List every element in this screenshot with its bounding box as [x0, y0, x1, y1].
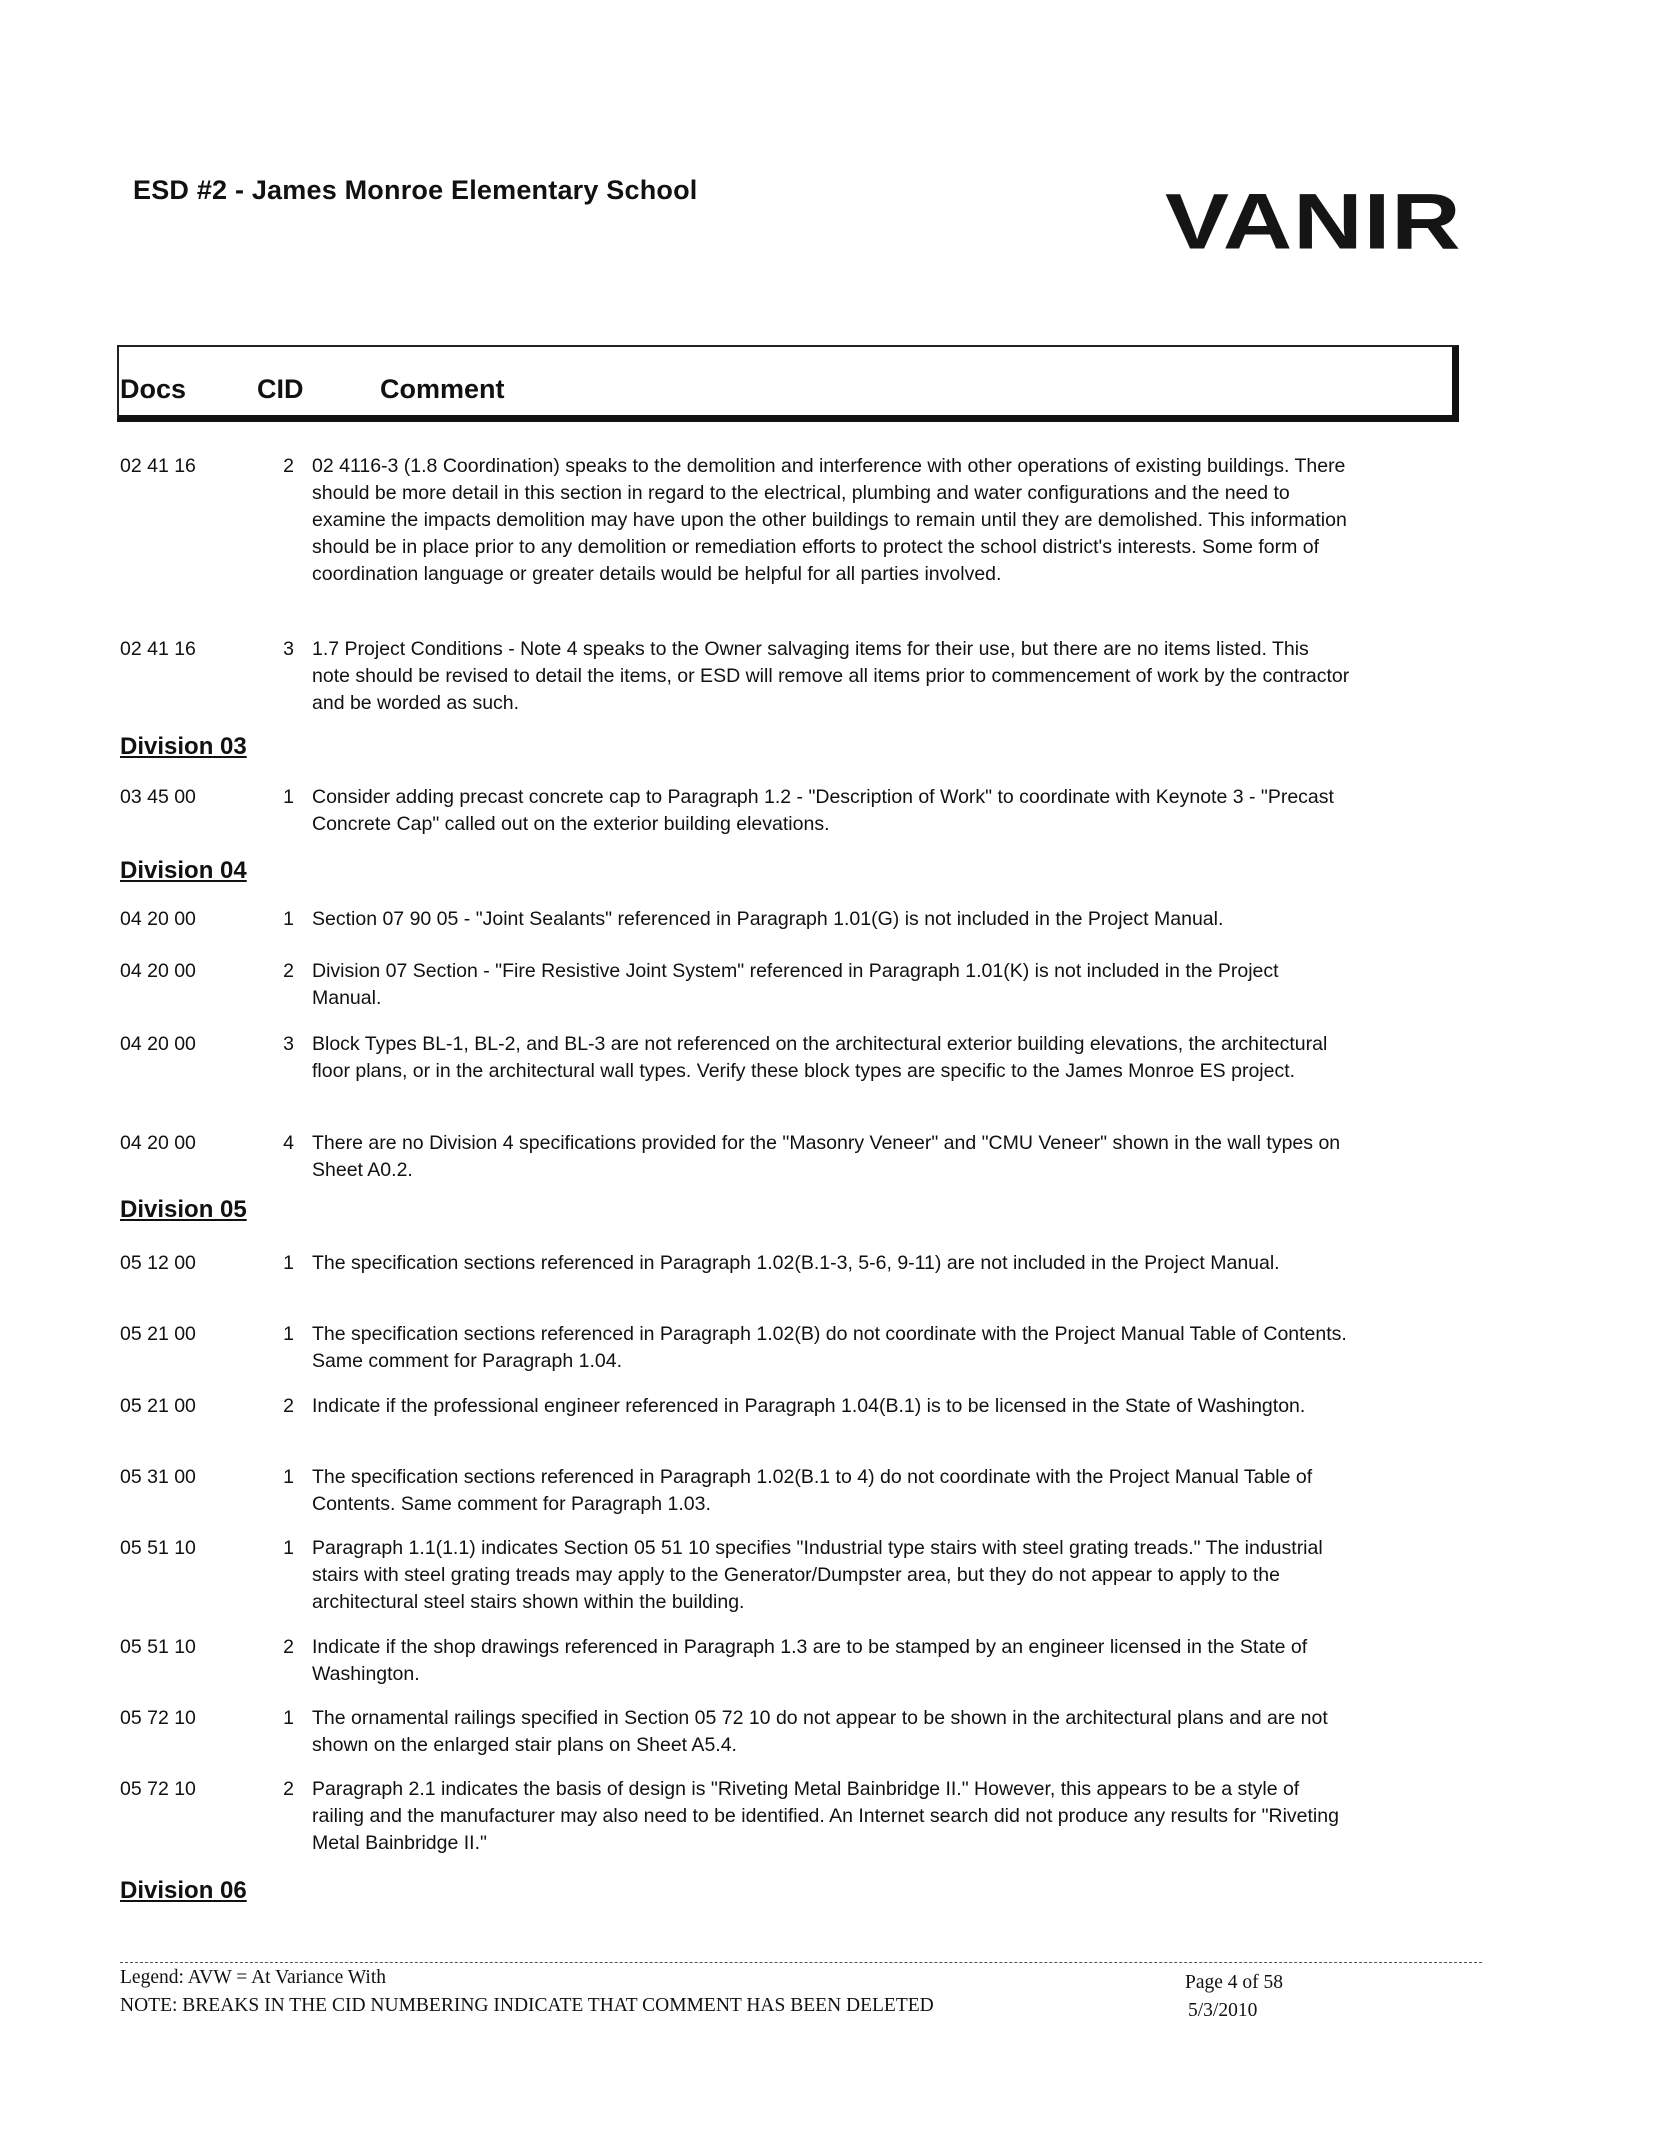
cid-number: 4 [283, 1132, 294, 1154]
doc-number: 03 45 00 [120, 786, 196, 808]
doc-number: 02 41 16 [120, 638, 196, 660]
comment-text: The specification sections referenced in Paragraph 1.02(B) do not coordinate with the Project Manual Table of Contents. Same comment for Paragraph 1.04. [312, 1323, 1347, 1372]
comment-text: Indicate if the professional engineer referenced in Paragraph 1.04(B.1) is to be licensed in the State of Washington. [312, 1395, 1306, 1417]
doc-number: 04 20 00 [120, 1033, 196, 1055]
doc-number: 05 72 10 [120, 1778, 196, 1800]
doc-number: 02 41 16 [120, 455, 196, 477]
column-header-docs: Docs [120, 374, 187, 404]
doc-number: 05 31 00 [120, 1466, 196, 1488]
footer-note: NOTE: BREAKS IN THE CID NUMBERING INDICATE THAT COMMENT HAS BEEN DELETED [120, 1995, 934, 2016]
comment-text: There are no Division 4 specifications provided for the "Masonry Veneer" and "CMU Veneer" shown in the wall types on Sheet A0.2. [312, 1132, 1341, 1181]
cid-number: 1 [283, 1537, 294, 1559]
comment-text: Division 07 Section - "Fire Resistive Joint System" referenced in Paragraph 1.01(K) is not included in the Project Manual. [312, 960, 1279, 1009]
cid-number: 3 [283, 1033, 294, 1055]
comment-text: The specification sections referenced in Paragraph 1.02(B.1 to 4) do not coordinate with the Project Manual Table of Contents. Same comment for Paragraph 1.03. [312, 1466, 1313, 1515]
division-heading: Division 06 [120, 1877, 247, 1904]
division-heading: Division 03 [120, 733, 247, 760]
comment-text: Consider adding precast concrete cap to Paragraph 1.2 - "Description of Work" to coordinate with Keynote 3 - "Precast Concrete Cap" called out on the exterior building elevations. [312, 786, 1334, 835]
cid-number: 1 [283, 1466, 294, 1488]
doc-number: 05 21 00 [120, 1323, 196, 1345]
cid-number: 1 [283, 786, 294, 808]
vanir-logo: VANIR [1165, 178, 1462, 266]
table-header-box [117, 345, 1459, 422]
footer-date: 5/3/2010 [1188, 2000, 1258, 2021]
cid-number: 2 [283, 1778, 294, 1800]
cid-number: 3 [283, 638, 294, 660]
doc-number: 04 20 00 [120, 908, 196, 930]
footer-legend: Legend: AVW = At Variance With [120, 1967, 387, 1988]
comment-text: Block Types BL-1, BL-2, and BL-3 are not referenced on the architectural exterior building elevations, the architectural floor plans, or in the architectural wall types. Verify these block types are specific to the James Monroe ES project. [312, 1033, 1328, 1082]
division-heading: Division 04 [120, 857, 247, 884]
comment-text: Paragraph 1.1(1.1) indicates Section 05 51 10 specifies "Industrial type stairs with steel grating treads." The industrial stairs with steel grating treads may apply to the Generator/Dumpster area, but they do not appear to apply to the architectural steel stairs shown within the building. [312, 1537, 1323, 1613]
cid-number: 1 [283, 1707, 294, 1729]
comment-text: The ornamental railings specified in Section 05 72 10 do not appear to be shown in the architectural plans and are not shown on the enlarged stair plans on Sheet A5.4. [312, 1707, 1328, 1756]
division-heading: Division 05 [120, 1196, 247, 1223]
cid-number: 2 [283, 455, 294, 477]
cid-number: 2 [283, 1636, 294, 1658]
comment-text: Indicate if the shop drawings referenced in Paragraph 1.3 are to be stamped by an engineer licensed in the State of Washington. [312, 1636, 1308, 1685]
document-title: ESD #2 - James Monroe Elementary School [133, 175, 698, 205]
comment-text: 02 4116-3 (1.8 Coordination) speaks to the demolition and interference with other operations of existing buildings. There should be more detail in this section in regard to the electrical, plumbing and water configurations and the need to examine the impacts demolition may have upon the other buildings to remain until they are demolished. This information should be in place prior to any demolition or remediation efforts to protect the school district's interests. Some form of coordination language or greater details would be helpful for all parties involved. [312, 455, 1347, 585]
doc-number: 05 51 10 [120, 1537, 196, 1559]
cid-number: 2 [283, 1395, 294, 1417]
column-header-comment: Comment [380, 374, 505, 404]
doc-number: 04 20 00 [120, 960, 196, 982]
doc-number: 05 72 10 [120, 1707, 196, 1729]
doc-number: 05 21 00 [120, 1395, 196, 1417]
doc-number: 04 20 00 [120, 1132, 196, 1154]
doc-number: 05 51 10 [120, 1636, 196, 1658]
column-header-cid: CID [257, 374, 304, 404]
page-number: Page 4 of 58 [1185, 1972, 1284, 1993]
comment-text: Paragraph 2.1 indicates the basis of design is "Riveting Metal Bainbridge II." However, this appears to be a style of railing and the manufacturer may also need to be identified. An Internet search did not produce any results for "Riveting Metal Bainbridge II." [312, 1778, 1339, 1854]
comment-text: The specification sections referenced in Paragraph 1.02(B.1-3, 5-6, 9-11) are not included in the Project Manual. [312, 1252, 1280, 1274]
cid-number: 1 [283, 1323, 294, 1345]
footer-divider [120, 1962, 1482, 1963]
doc-number: 05 12 00 [120, 1252, 196, 1274]
cid-number: 1 [283, 908, 294, 930]
cid-number: 1 [283, 1252, 294, 1274]
comment-text: 1.7 Project Conditions - Note 4 speaks to the Owner salvaging items for their use, but there are no items listed. This note should be revised to detail the items, or ESD will remove all items prior to commencement of work by the contractor and be worded as such. [312, 638, 1350, 714]
cid-number: 2 [283, 960, 294, 982]
comment-text: Section 07 90 05 - "Joint Sealants" referenced in Paragraph 1.01(G) is not included in the Project Manual. [312, 908, 1224, 930]
